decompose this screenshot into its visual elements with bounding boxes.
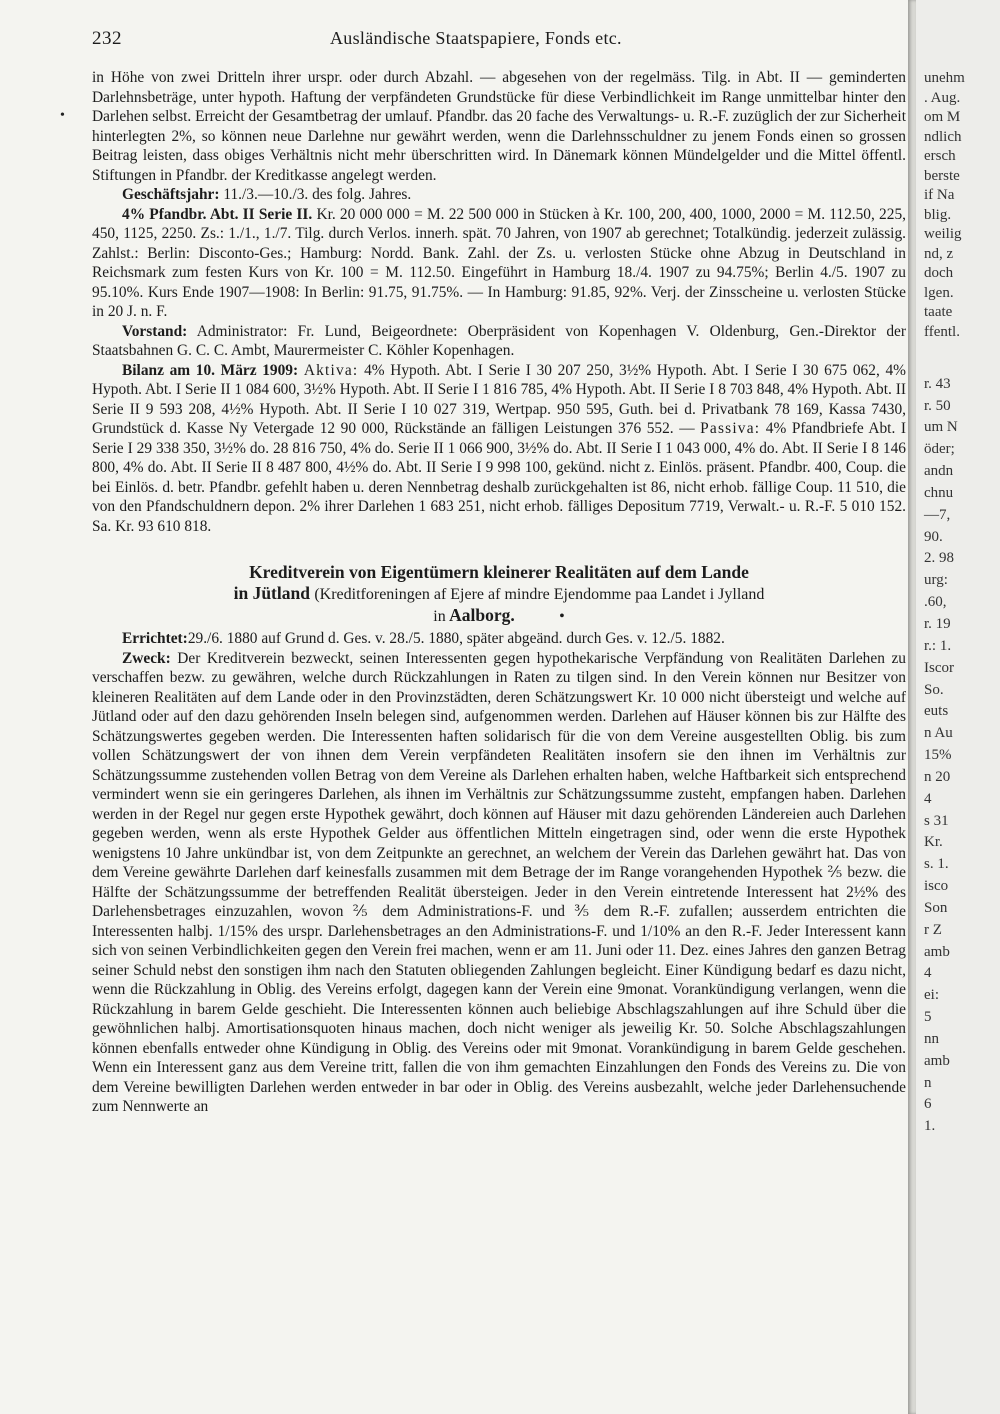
adjacent-page-fragment: r.: 1. (924, 637, 952, 654)
institution-title-line2-bold: in Jütland (233, 583, 310, 603)
adjacent-page-fragment: doch (924, 265, 954, 281)
adjacent-page-fragment: nn (924, 1030, 939, 1047)
running-title: Ausländische Staatspapiere, Fonds etc. (330, 28, 622, 48)
adjacent-page-fragment: om M (924, 109, 961, 125)
adjacent-page-fragment: ndlich (924, 128, 962, 145)
zweck-label: Zweck: (122, 649, 171, 667)
adjacent-page-fragment: s 31 (924, 812, 949, 829)
adjacent-page-fragment: taate (924, 304, 953, 320)
pfandbrief-entry (92, 205, 906, 322)
geschaeftsjahr-entry (92, 185, 906, 205)
adjacent-page-fragment: urg: (924, 572, 948, 589)
pfandbrief-text: Kr. 20 000 000 = M. 22 500 000 in Stücken à Kr. 100, 200, 400, 1000, 2000 = M. 112.50, 225, 450, 1125, 2250. Zs.: 1./1., 1./7. Tilg. durch Verlos. innerh. spät. 70 Jahren, von 1907 ab gerechnet; Totalkündig. jederzeit zulässig. Zahlst.: Berlin: Disconto-Ges.; Hamburg: Nordd. Bank. Zahl. der Zs. u. verlosten Stücke ohne Abzug in Deutschland in Reichsmark zum festen Kurs von Kr. 100 = M. 112.50. Eingeführt in Hamburg 18./4. 1907 zu 94.75%; Berlin 4./5. 1907 zu 95.10%. Kurs Ende 1907—1908: In Berlin: 91.75, 91.75%. — In Hamburg: 91.85, 92%. Verj. der Zinsscheine u. verlosten Stücke in 20 J. n. F. (92, 205, 906, 320)
vorstand-label: Vorstand: (122, 322, 188, 340)
adjacent-page-fragment: chnu (924, 484, 954, 501)
pfandbrief-label: 4% Pfandbr. Abt. II Serie II. (122, 205, 313, 223)
adjacent-page-fragment: s. 1. (924, 856, 949, 873)
adjacent-page-fragment: ei: (924, 987, 939, 1004)
adjacent-page-fragment: amb (924, 943, 950, 960)
page-header (0, 28, 912, 56)
adjacent-page-fragment: berste (924, 167, 960, 184)
adjacent-page-fragment: r. 19 (924, 616, 951, 632)
adjacent-page-fragment: amb (924, 1052, 950, 1069)
adjacent-page-fragment: 90. (924, 528, 943, 545)
adjacent-page-fragment: Iscor (924, 659, 954, 676)
vorstand-entry (92, 322, 906, 361)
geschaeftsjahr-label: Geschäftsjahr: (122, 186, 220, 203)
adjacent-page-edge (916, 0, 1000, 1414)
adjacent-page-fragment: isco (924, 878, 949, 895)
adjacent-page-fragment: So. (924, 681, 944, 698)
adjacent-page-fragment: ersch (924, 148, 956, 164)
adjacent-page-fragment: 15% (924, 747, 952, 764)
institution-heading (92, 562, 906, 627)
adjacent-page-fragment: blig. (924, 206, 952, 223)
adjacent-page-fragment: 4 (924, 790, 932, 807)
adjacent-page-fragment: if Na (924, 187, 955, 203)
page-number: 232 (92, 28, 122, 49)
adjacent-page-fragment: euts (924, 703, 949, 720)
bilanz-label: Bilanz am 10. März 1909: (122, 361, 299, 379)
adjacent-page-fragment: ffentl. (924, 323, 960, 340)
adjacent-page-fragment: 4 (924, 965, 932, 982)
errichtet-text: 29./6. 1880 auf Grund d. Ges. v. 28./5. 1880, später abgeänd. durch Ges. v. 12./5. 1882. (187, 630, 725, 647)
institution-marker: • (559, 608, 565, 625)
passiva-label: Passiva: (700, 420, 761, 437)
adjacent-page-fragment: um N (924, 419, 958, 436)
adjacent-page-fragment: andn (924, 463, 954, 480)
adjacent-page-fragment: 6 (924, 1096, 932, 1113)
zweck-entry (92, 649, 906, 1117)
adjacent-page-fragment: . Aug. (924, 89, 961, 106)
adjacent-page-fragment: 2. 98 (924, 550, 954, 567)
adjacent-page-fragment: r. 50 (924, 397, 951, 414)
adjacent-page-fragment: n Au (924, 725, 953, 742)
margin-marker: • (60, 108, 65, 123)
bilanz-entry (92, 361, 906, 537)
adjacent-page-fragment: 1. (924, 1118, 936, 1135)
aktiva-text: 4% Hypoth. Abt. I Serie I 30 207 250, 3½% Hypoth. Abt. I Serie I 30 675 062, 4% Hypoth. Abt. I Serie II 1 084 600, 3½% Hypoth. Abt. II Serie I 1 816 785, 4% Hypoth. Abt. II Serie I 8 703 848, 4% Hypoth. Abt. II Serie II 9 593 208, 4½% Hypoth. Abt. II Serie I 10 027 319, Wertpap. 950 595, Guth. bei d. Privatbank 78 169, Kassa 7430, Grundstück d. Kasse Ny Vetergade 12 90 000, Rückstände an fälligen Leistungen 376 552. — (92, 361, 906, 437)
adjacent-page-fragment: Son (924, 899, 948, 916)
adjacent-page-fragment: r. 43 (924, 375, 951, 392)
adjacent-page-fragment: 5 (924, 1009, 932, 1026)
adjacent-page-fragment: .60, (924, 594, 947, 611)
adjacent-page-fragment: nd, z (924, 245, 954, 262)
adjacent-page-fragment: Kr. (924, 834, 943, 851)
adjacent-page-fragment: unehm (924, 70, 965, 86)
adjacent-page-fragment: öder; (924, 441, 955, 458)
aktiva-label: Aktiva: (303, 361, 359, 379)
institution-title-line1: Kreditverein von Eigentümern kleinerer Realitäten auf dem Lande (249, 562, 749, 582)
adjacent-page-fragment: r Z (924, 921, 942, 938)
adjacent-page-fragment: lgen. (924, 284, 954, 301)
adjacent-page-fragment: —7, (924, 506, 951, 523)
institution-title-line2-rest: (Kreditforeningen af Ejere af mindre Ejendomme paa Landet i Jylland (314, 586, 765, 603)
vorstand-text: Administrator: Fr. Lund, Beigeordnete: Oberpräsident von Kopenhagen V. Oldenburg, Gen.-Direktor der Staatsbahnen G. C. C. Ambt, Maurermeister C. Köhler Kopenhagen. (92, 322, 907, 359)
document-body (92, 68, 906, 1117)
passiva-text: 4% Pfandbriefe Abt. I Serie I 29 338 350, 3½% do. 28 816 750, 4% do. Serie II 1 066 900, 3½% do. Abt. II Serie I 1 043 000, 4% do. Abt. II Serie I 8 146 800, 4% do. Abt. II Serie II 8 487 800, 4½% do. Abt. II Serie I 9 998 100, gekünd. nicht z. Einlös. präsent. Pfandbr. 400, Coup. die bei Einlös. d. betr. Pfandbr. gefehlt haben u. deren Nennbetrag deshalb zurückgehalten ist 86, nicht erhob. fällige Coup. 11 510, die von den Pfandschuldnern depon. 2% ihrer Darlehen 1 683 251, nicht erhob. fälliges Depositum 7719, Verwalt.- u. R.-F. 5 010 152. Sa. Kr. 93 610 818. (92, 420, 906, 535)
errichtet-entry (92, 629, 906, 649)
zweck-text: Der Kreditverein bezweckt, seinen Interessenten gegen hypothekarische Verpfändung von Realitäten Darlehen zu verschaffen bezw. zu gewähren, welche durch Rückzahlungen in Raten zu tilgen sind. In den Verein können nur Besitzer von kleineren Realitäten auf dem Lande oder in den Provinzstädten, deren Schätzungswert Kr. 10 000 nicht übersteigt und welche auf Jütland oder auf den dazu gehörenden Inseln belegen sind, aufgenommen werden. Darlehen auf Häuser können bis zur Hälfte des Schätzungswertes gegeben werden. Die Interessenten haften solidarisch für die von dem Vereine ausgestellten Oblig. bis zum vollen Schätzungswert der von ihnen dem Verein verpfändeten Realitäten insofern sie den ihnen im Verhältnis zur Schätzungssumme zustehenden vollen Betrag von dem Vereine als Darlehen erhalten haben, welche Haftbarkeit sich entsprechend vermindert wenn sie ein geringeres Darlehen, als ihnen im Verhältnis zur Schätzungssumme zusteht, empfangen haben. Darlehen werden in der Regel nur gegen erste Hypothek gewährt, doch können auf Häuser mit dazu gehörenden Ländereien auch Darlehen gegeben werden, wenn als erste Hypothek Gelder aus öffentlichen Mitteln eingetragen sind, oder wenn die erste Hypothek wenigstens 10 Jahre unkündbar ist, von dem Zeitpunkte an gerechnet, an welchem der Verein das Darlehen gewährt hat. Das von dem Vereine gewährte Darlehen darf keinesfalls zusammen mit dem Betrage der im Range vorangehenden Hypothek ⅖ bezw. die Hälfte der Schätzungssumme der betreffenden Realität übersteigen. Jeder in den Verein eintretende Interessent hat 2½% des Darlehensbetrages einzuzahlen, wovon ⅖ dem Administrations-F. und ⅗ dem R.-F. zufallen; ausserdem entrichten die Interessenten halbj. 1/15% des urspr. Darlehensbetrages an den Administrations-F. und 1/10% an den R.-F. Jeder Interessent kann sich von seinen Verbindlichkeiten gegen den Verein frei machen, wenn er am 11. Juni oder 11. Dez. eines Jahres den ganzen Betrag seiner Schuld nebst den sonstigen ihm nach den Statuten obliegenden Zahlungen begleicht. Einer Kündigung bedarf es dazu nicht, wenn die Rückzahlung in Oblig. des Vereins erfolgt, dagegen kann der Verein eine 9monat. Vorankündigung verlangen, wenn die Rückzahlung in barem Gelde geschieht. Die Interessenten können auch beliebige Abschlagszahlungen auf ihre Schuld über die gewöhnlichen halbj. Amortisationsquoten hinaus machen, doch nicht weniger als jeweilig Kr. 50. Solche Abschlagszahlungen können ebenfalls entweder ohne Kündigung in Oblig. des Vereins oder mit 9monat. Vorankündigung in barem Gelde geschehen. Wenn ein Interessent ganz aus dem Vereine tritt, fallen die von ihm gemachten Einzahlungen den Fonds des Vereins zu. Die von dem Vereine bewilligten Darlehen werden entweder in bar oder in Oblig. des Vereins ausbezahlt, welche jeder Darlehensuchende zum Nennwerte an (92, 649, 906, 1115)
institution-title-line3-pre: in (433, 608, 446, 625)
book-gutter (908, 0, 916, 1414)
institution-title-line3-bold: Aalborg. (449, 605, 515, 625)
adjacent-page-fragment: n (924, 1074, 932, 1091)
geschaeftsjahr-text: 11./3.—10./3. des folg. Jahres. (223, 186, 412, 203)
adjacent-page-fragment: weilig (924, 226, 962, 242)
errichtet-label: Errichtet: (122, 630, 188, 647)
adjacent-page-fragment: n 20 (924, 768, 951, 785)
intro-paragraph: in Höhe von zwei Dritteln ihrer urspr. oder durch Abzahl. — abgesehen von der regelmäss. Tilg. in Abt. II — geminderten Darlehnsbeträge, unter hypoth. Haftung der verpfändeten Grundstücke für diese Verbindlichkeit im Range unmittelbar hinter den Darlehen selbst. Erreicht der Gesamtbetrag der umlauf. Pfandbr. das 20 fache des Verwaltungs- u. R.-F. zuzüglich der zur Sicherheit hinterlegten 2%, so können neue Darlehne nur gewährt werden, wenn die Darlehnsschuldner zu jenem Fonds einen so grossen Beitrag leisten, dass obiges Verhältnis nicht mehr überschritten wird. In Dänemark können Mündelgelder und die Mittel öffentl. Stiftungen in Pfandbr. der Kreditkasse angelegt werden. (92, 69, 906, 184)
